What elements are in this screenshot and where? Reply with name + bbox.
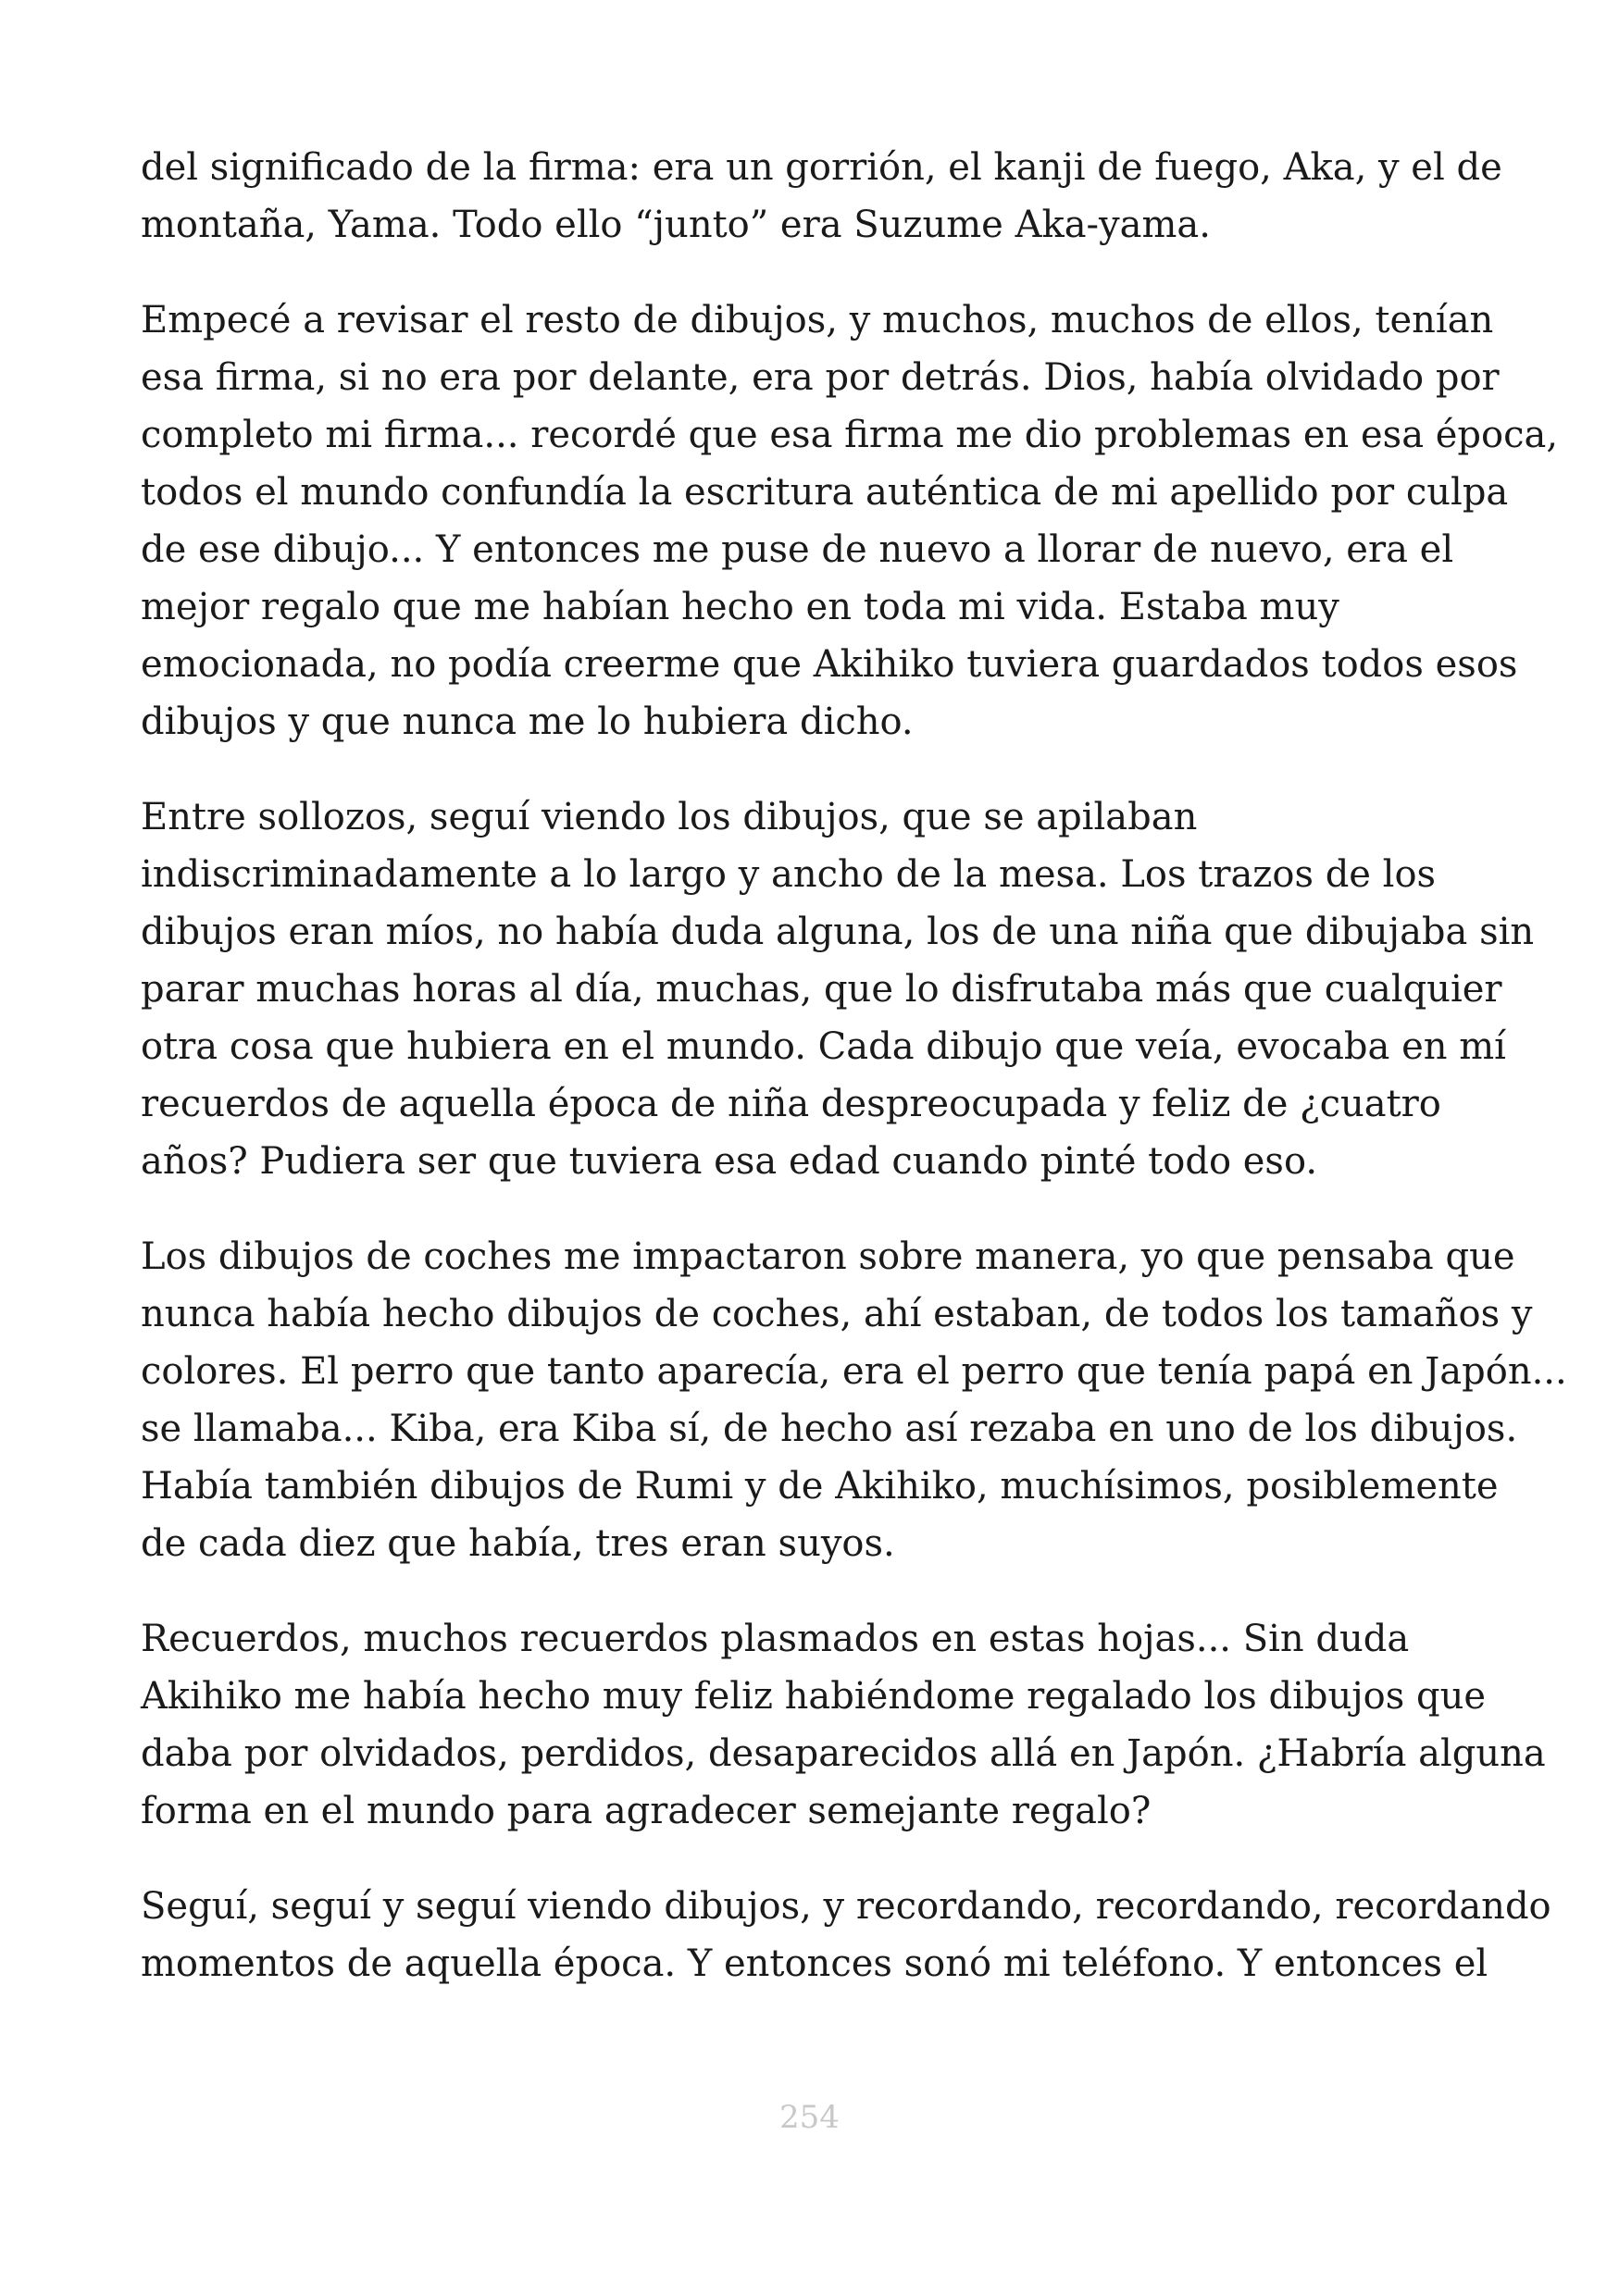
- paragraph: [141, 292, 1559, 751]
- text-line: Había también dibujos de Rumi y de Akihiko, muchísimos, posiblemente: [141, 1465, 1499, 1508]
- text-line: colores. El perro que tanto aparecía, era el perro que tenía papá en Japón...: [141, 1350, 1567, 1393]
- text-line: mejor regalo que me habían hecho en toda mi vida. Estaba muy: [141, 586, 1339, 628]
- text-line: nunca había hecho dibujos de coches, ahí estaban, de todos los tamaños y: [141, 1293, 1533, 1335]
- paragraph: [141, 1610, 1546, 1840]
- text-line: emocionada, no podía creerme que Akihiko tuviera guardados todos esos: [141, 643, 1518, 686]
- page-number: 254: [779, 2099, 840, 2136]
- text-line: otra cosa que hubiera en el mundo. Cada dibujo que veía, evocaba en mí: [141, 1025, 1506, 1068]
- text-line: montaña, Yama. Todo ello “junto” era Suzume Aka-yama.: [141, 204, 1211, 246]
- text-line: momentos de aquella época. Y entonces sonó mi teléfono. Y entonces el: [141, 1942, 1488, 1985]
- paragraph: [141, 788, 1535, 1190]
- text-line: Entre sollozos, seguí viendo los dibujos, que se apilaban: [141, 796, 1198, 838]
- text-line: Los dibujos de coches me impactaron sobre manera, yo que pensaba que: [141, 1235, 1515, 1278]
- text-line: de ese dibujo... Y entonces me puse de nuevo a llorar de nuevo, era el: [141, 528, 1454, 571]
- text-line: completo mi firma... recordé que esa firma me dio problemas en esa época,: [141, 414, 1559, 456]
- text-line: dibujos y que nunca me lo hubiera dicho.: [141, 701, 914, 743]
- text-line: del significado de la firma: era un gorrión, el kanji de fuego, Aka, y el de: [141, 146, 1502, 189]
- paragraph: [141, 1228, 1567, 1572]
- text-line: recuerdos de aquella época de niña despreocupada y feliz de ¿cuatro: [141, 1083, 1441, 1125]
- text-line: forma en el mundo para agradecer semejante regalo?: [141, 1790, 1152, 1832]
- text-line: Seguí, seguí y seguí viendo dibujos, y recordando, recordando, recordando: [141, 1885, 1551, 1928]
- text-line: se llamaba... Kiba, era Kiba sí, de hecho así rezaba en uno de los dibujos.: [141, 1408, 1518, 1450]
- text-line: esa firma, si no era por delante, era por detrás. Dios, había olvidado por: [141, 356, 1500, 399]
- text-line: años? Pudiera ser que tuviera esa edad cuando pinté todo eso.: [141, 1140, 1318, 1183]
- text-line: Akihiko me había hecho muy feliz habiéndome regalado los dibujos que: [141, 1675, 1487, 1718]
- text-line: daba por olvidados, perdidos, desaparecidos allá en Japón. ¿Habría alguna: [141, 1732, 1546, 1775]
- paragraph: [141, 139, 1502, 254]
- text-line: parar muchas horas al día, muchas, que lo disfrutaba más que cualquier: [141, 968, 1502, 1011]
- text-line: todos el mundo confundía la escritura auténtica de mi apellido por culpa: [141, 471, 1509, 514]
- text-line: indiscriminadamente a lo largo y ancho de la mesa. Los trazos de los: [141, 853, 1437, 896]
- text-line: de cada diez que había, tres eran suyos.: [141, 1522, 895, 1565]
- text-line: dibujos eran míos, no había duda alguna, los de una niña que dibujaba sin: [141, 911, 1535, 953]
- text-line: Empecé a revisar el resto de dibujos, y muchos, muchos de ellos, tenían: [141, 299, 1494, 341]
- text-line: Recuerdos, muchos recuerdos plasmados en estas hojas... Sin duda: [141, 1618, 1410, 1660]
- paragraph: [141, 1878, 1551, 1992]
- body-text: [141, 139, 1567, 2030]
